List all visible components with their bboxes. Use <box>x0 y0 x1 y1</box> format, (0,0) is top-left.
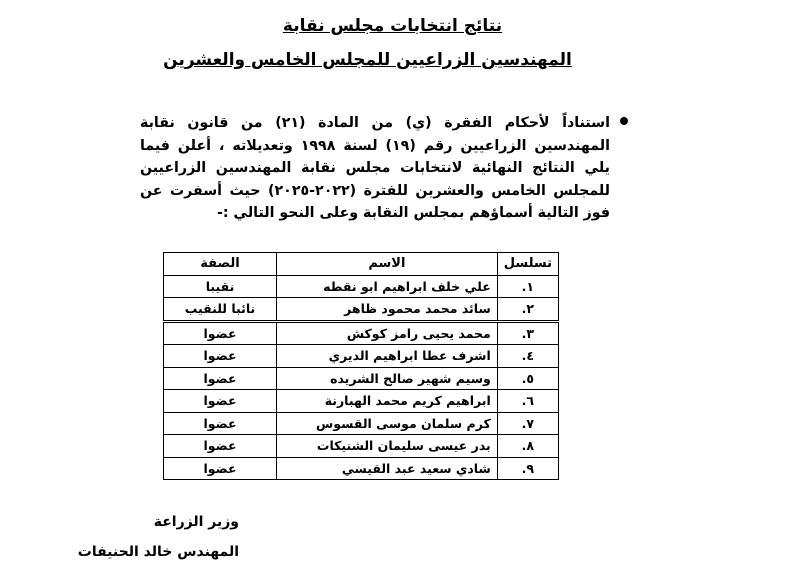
row-serial: ٣. <box>497 321 558 345</box>
header-name: الاسم <box>277 253 498 276</box>
bullet-icon <box>620 117 628 125</box>
signature-position: وزير الزراعة <box>153 514 239 530</box>
row-serial: ٩. <box>497 457 558 480</box>
row-role: عضوا <box>164 345 277 368</box>
row-name: شادي سعيد عبد القيسي <box>277 457 498 480</box>
row-serial: ٥. <box>497 367 558 390</box>
row-name: اشرف عطا ابراهيم الديري <box>277 345 498 368</box>
row-serial: ٧. <box>497 412 558 435</box>
row-name: وسيم شهير صالح الشريده <box>277 367 498 390</box>
row-serial: ١. <box>497 275 558 298</box>
document-title-line-1 <box>0 16 791 36</box>
signature-name: المهندس خالد الحنيفات <box>77 544 239 560</box>
header-role: الصفة <box>164 253 277 276</box>
table-row <box>164 390 559 413</box>
title-line-2-text: المهندسين الزراعيين للمجلس الخامس والعشرين <box>163 50 572 70</box>
row-serial: ٢. <box>497 298 558 322</box>
row-name: ابراهيم كريم محمد الهبارنة <box>277 390 498 413</box>
row-serial: ٦. <box>497 390 558 413</box>
table-row <box>164 412 559 435</box>
row-name: سائد محمد محمود ظاهر <box>277 298 498 322</box>
table-row <box>164 345 559 368</box>
row-role: عضوا <box>164 457 277 480</box>
row-role: عضوا <box>164 390 277 413</box>
row-serial: ٨. <box>497 435 558 458</box>
results-table <box>163 252 559 480</box>
row-name: بدر عيسى سليمان الشنيكات <box>277 435 498 458</box>
row-role: عضوا <box>164 367 277 390</box>
header-serial: تسلسل <box>497 253 558 276</box>
row-name: كرم سلمان موسى القسوس <box>277 412 498 435</box>
table-row <box>164 298 559 322</box>
row-serial: ٤. <box>497 345 558 368</box>
row-role: نائبا للنقيب <box>164 298 277 322</box>
table-row <box>164 367 559 390</box>
row-name: محمد يحيى رامز كوكش <box>277 321 498 345</box>
row-role: عضوا <box>164 412 277 435</box>
table-header-row <box>164 253 559 276</box>
title-line-1-text: نتائج انتخابات مجلس نقابة <box>282 16 503 36</box>
row-role: نقيبا <box>164 275 277 298</box>
row-name: علي خلف ابراهيم ابو نقطه <box>277 275 498 298</box>
row-role: عضوا <box>164 321 277 345</box>
table-row <box>164 457 559 480</box>
table-row <box>164 435 559 458</box>
document-title-line-2 <box>0 50 791 70</box>
table-row <box>164 275 559 298</box>
announcement-paragraph: استناداً لأحكام الفقرة (ي) من المادة (٢١) من قانون نقابة المهندسين الزراعيين رقم (١٩) لسنة ١٩٩٨ وتعديلاته ، أعلن فيما يلي النتائج النهائية لانتخابات مجلس نقابة المهندسين الزراعيين للمجلس الخامس والعشرين للفترة (٢٠٢٢-٢٠٢٥) حيث أسفرت عن فوز التالية أسماؤهم بمجلس النقابة وعلى النحو التالي :- <box>140 115 610 221</box>
table-row <box>164 321 559 345</box>
row-role: عضوا <box>164 435 277 458</box>
